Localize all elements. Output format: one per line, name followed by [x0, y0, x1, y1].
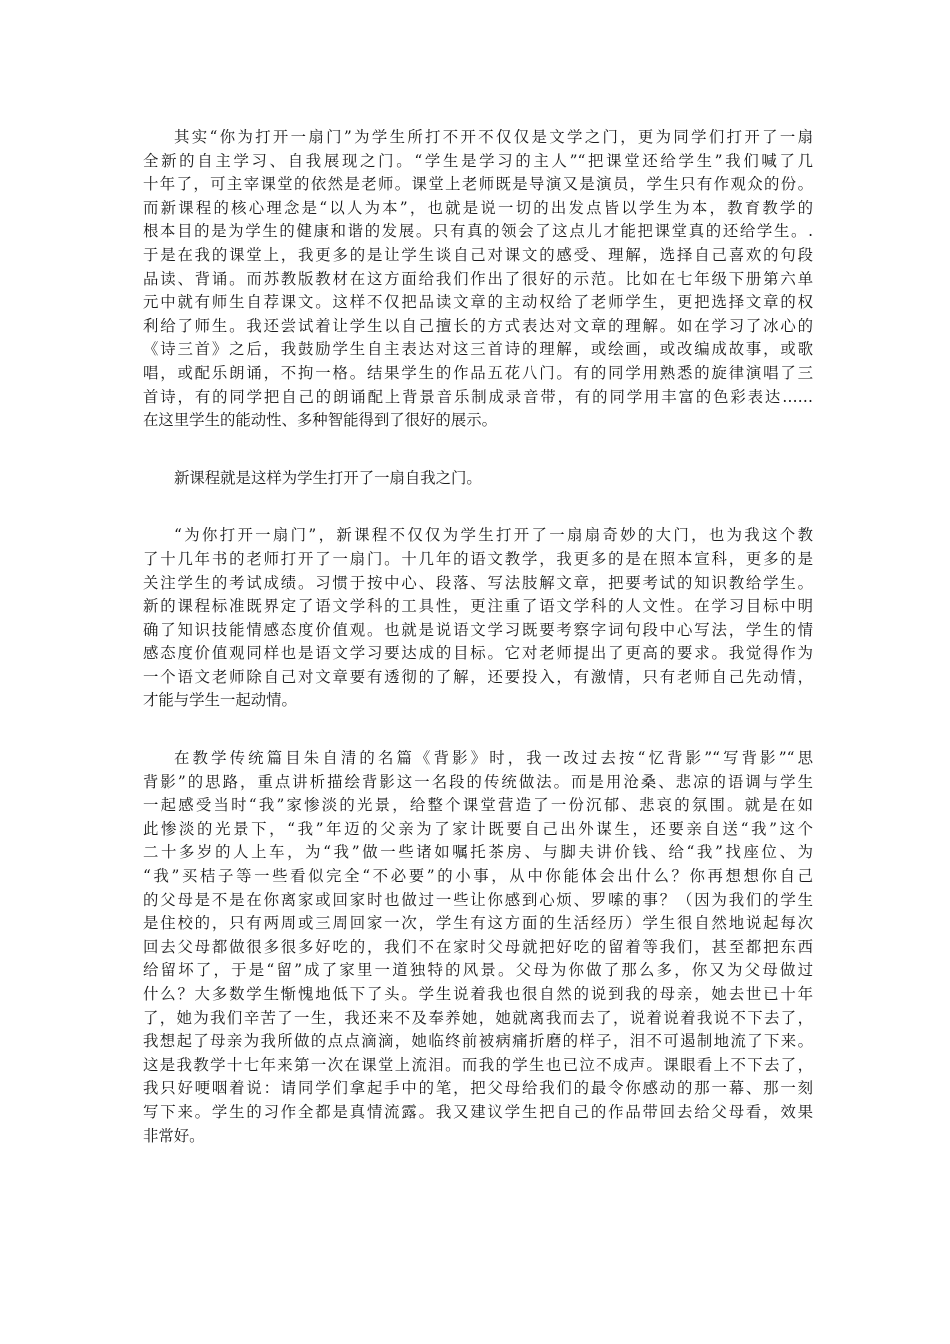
text-line: 全新的自主学习、自我展现之门。“学生是学习的主人”“把课堂还给学生”我们喊了几 [143, 151, 813, 170]
text-line: 其实“你为打开一扇门”为学生所打不开不仅仅是文学之门，更为同学们打开了一扇 [174, 128, 813, 146]
text-line: 什么？大多数学生惭愧地低下了头。学生说着我也很自然的说到我的母亲，她去世已十年 [143, 985, 813, 1003]
text-line: 感态度价值观同样也是语文学习要达成的目标。它对老师提出了更高的要求。我觉得作为 [143, 644, 813, 663]
text-line: 是住校的，只有两周或三周回家一次，学生有这方面的生活经历）学生很自然地说起每次 [143, 914, 813, 933]
text-line: 新课程就是这样为学生打开了一扇自我之门。 [174, 468, 482, 487]
text-line: 在这里学生的能动性、多种智能得到了很好的展示。 [143, 411, 497, 430]
paragraph [143, 126, 813, 433]
paragraph-gap [143, 490, 813, 524]
text-line: 元中就有师生自荐课文。这样不仅把品读文章的主动权给了老师学生，更把选择文章的权 [143, 293, 813, 312]
text-line: 而新课程的核心理念是“以人为本”，也就是说一切的出发点皆以学生为本，教育教学的 [143, 198, 813, 217]
text-line: 这是我教学十七年来第一次在课堂上流泪。而我的学生也已泣不成声。课眼看上不下去了， [143, 1055, 813, 1074]
text-line: 《诗三首》之后，我鼓励学生自主表达对这三首诗的理解，或绘画，或改编成故事，或歌 [143, 340, 813, 359]
text-line: 唱，或配乐朗诵，不拘一格。结果学生的作品五花八门。有的同学用熟悉的旋律演唱了三 [143, 363, 813, 382]
text-line: 一个语文老师除自己对文章要有透彻的了解，还要投入，有激情，只有老师自己先动情， [143, 667, 813, 686]
text-line: 了，她为我们辛苦了一生，我还来不及奉养她，她就离我而去了，说着说着我说不下去了， [143, 1008, 813, 1027]
text-line: 确了知识技能情感态度价值观。也就是说语文学习既要考察字词句段中心写法，学生的情 [143, 620, 813, 639]
text-line: 关注学生的考试成绩。习惯于按中心、段落、写法肢解文章，把要考试的知识教给学生。 [143, 573, 813, 592]
text-line: “为你打开一扇门”，新课程不仅仅为学生打开了一扇扇奇妙的大门，也为我这个教 [174, 526, 813, 545]
text-line: 一起感受当时“我”家惨淡的光景，给整个课堂营造了一份沉郁、悲哀的氛围。就是在如 [143, 796, 813, 815]
text-line: 给留坏了，于是“留”成了家里一道独特的风景。父母为你做了那么多，你又为父母做过 [143, 961, 813, 980]
text-line: 品读、背诵。而苏教版教材在这方面给我们作出了很好的示范。比如在七年级下册第六单 [143, 269, 813, 288]
paragraph [143, 524, 813, 713]
text-line: 二十多岁的人上车，为“我”做一些诸如嘱托茶房、与脚夫讲价钱、给“我”找座位、为 [143, 843, 813, 862]
paragraph [143, 747, 813, 1148]
text-line: 非常好。 [143, 1126, 205, 1145]
text-line: 在教学传统篇目朱自清的名篇《背影》时，我一改过去按“忆背影”“写背影”“思 [174, 749, 813, 768]
text-line: “我”买桔子等一些看似完全“不必要”的小事，从中你能体会出什么？你再想想你自己 [143, 867, 813, 886]
document-body [143, 126, 813, 1148]
paragraph-gap [143, 713, 813, 747]
text-line: 十年了，可主宰课堂的依然是老师。课堂上老师既是导演又是演员，学生只有作观众的份。 [143, 175, 813, 194]
text-line: 此惨淡的光景下，“我”年迈的父亲为了家计既要自己出外谋生，还要亲自送“我”这个 [143, 819, 813, 838]
text-line: 写下来。学生的习作全都是真情流露。我又建议学生把自己的作品带回去给父母看，效果 [143, 1102, 813, 1121]
text-line: 利给了师生。我还尝试着让学生以自己擅长的方式表达对文章的理解。如在学习了冰心的 [143, 316, 813, 335]
text-line: 根本目的是为学生的健康和谐的发展。只有真的领会了这点儿才能把课堂真的还给学生。. [143, 222, 813, 241]
text-line: 我只好哽咽着说：请同学们拿起手中的笔，把父母给我们的最令你感动的那一幕、那一刻 [143, 1079, 813, 1098]
text-line: 的父母是不是在你离家或回家时也做过一些让你感到心烦、罗嗦的事？（因为我们的学生 [143, 890, 813, 909]
text-line: 了十几年书的老师打开了一扇门。十几年的语文教学，我更多的是在照本宣科，更多的是 [143, 549, 813, 568]
paragraph [143, 467, 813, 491]
text-line: 才能与学生一起动情。 [143, 691, 297, 710]
text-line: 回去父母都做很多很多好吃的，我们不在家时父母就把好吃的留着等我们，甚至都把东西 [143, 937, 813, 956]
text-line: 新的课程标准既界定了语文学科的工具性，更注重了语文学科的人文性。在学习目标中明 [143, 597, 813, 616]
text-line: 背影”的思路，重点讲析描绘背影这一名段的传统做法。而是用沧桑、悲凉的语调与学生 [143, 772, 813, 791]
text-line: 我想起了母亲为我所做的点点滴滴，她临终前被病痛折磨的样子，泪不可遏制地流了下来。 [143, 1032, 813, 1051]
paragraph-gap [143, 433, 813, 467]
text-line: 首诗，有的同学把自己的朗诵配上背景音乐制成录音带，有的同学用丰富的色彩表达…… [143, 387, 813, 406]
text-line: 于是在我的课堂上，我更多的是让学生谈自己对课文的感受、理解，选择自己喜欢的句段 [143, 245, 813, 264]
